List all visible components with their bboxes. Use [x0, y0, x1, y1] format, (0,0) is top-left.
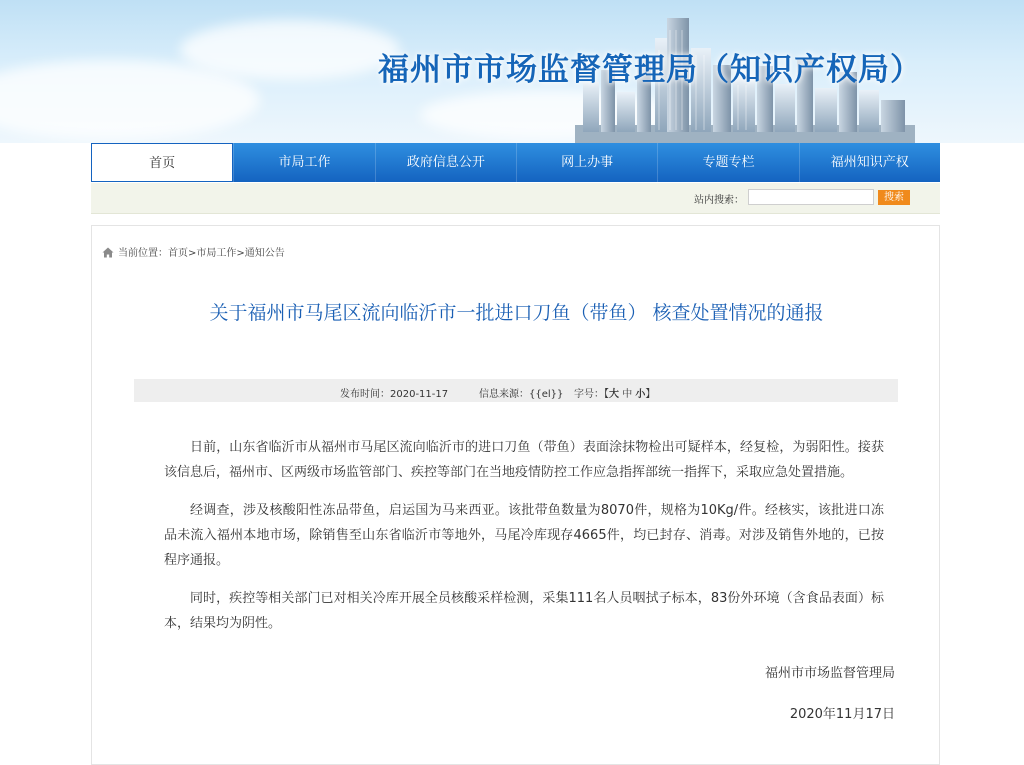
search-button[interactable]: 搜索 — [878, 190, 910, 205]
article-meta-bar — [134, 379, 898, 402]
article-date: 2020年11月17日 — [789, 707, 895, 722]
info-source: 信息来源：{{el}} — [479, 389, 564, 400]
home-icon — [102, 247, 114, 258]
article-body — [164, 435, 884, 649]
search-input[interactable] — [748, 189, 874, 205]
nav-item-special-topics[interactable]: 专题专栏 — [657, 143, 798, 182]
article-paragraph: 经调查，涉及核酸阳性冻品带鱼，启运国为马来西亚。该批带鱼数量为8070件，规格为10Kg/件。经核实，该批进口冻品未流入福州本地市场，除销售至山东省临沂市等地外，马尾冷库现存4665件，均已封存、消毒。对涉及销售外地的，已按程序通报。 — [164, 503, 884, 568]
article-paragraph: 日前，山东省临沂市从福州市马尾区流向临沂市的进口刀鱼（带鱼）表面涂抹物检出可疑样本，经复检，为弱阳性。接获该信息后，福州市、区两级市场监管部门、疾控等部门在当地疫情防控工作应急指挥部统一指挥下，采取应急处置措施。 — [164, 440, 884, 480]
font-size-small[interactable]: 小 — [635, 389, 646, 400]
breadcrumb — [102, 244, 285, 259]
header-banner — [0, 0, 1024, 143]
font-size-control — [574, 385, 655, 400]
banner-cloud — [180, 20, 400, 80]
nav-item-gov-info[interactable]: 政府信息公开 — [375, 143, 516, 182]
publish-time: 发布时间：2020-11-17 — [340, 389, 449, 400]
font-size-close: 】 — [645, 389, 656, 400]
nav-item-ip[interactable]: 福州知识产权 — [799, 143, 940, 182]
article-title: 关于福州市马尾区流向临沂市一批进口刀鱼（带鱼） 核查处置情况的通报 — [209, 302, 824, 324]
nav-item-bureau-work[interactable]: 市局工作 — [233, 143, 374, 182]
breadcrumb-text[interactable]: 当前位置：首页>市局工作>通知公告 — [118, 248, 285, 259]
article-signature: 福州市市场监督管理局 — [764, 666, 895, 681]
article-container — [91, 225, 940, 765]
nav-item-online-service[interactable]: 网上办事 — [516, 143, 657, 182]
font-size-label: 字号：【 — [574, 389, 609, 400]
search-label: 站内搜索： — [694, 195, 744, 206]
font-size-medium[interactable]: 中 — [622, 389, 633, 400]
font-size-large[interactable]: 大 — [609, 389, 619, 400]
site-title: 福州市市场监督管理局（知识产权局） — [378, 52, 922, 88]
main-nav — [91, 143, 940, 182]
search-bar — [91, 183, 940, 214]
article-paragraph: 同时，疾控等相关部门已对相关冷库开展全员核酸采样检测，采集111名人员咽拭子标本，83份外环境（含食品表面）标本，结果均为阴性。 — [164, 591, 884, 631]
nav-item-home[interactable]: 首页 — [91, 143, 233, 182]
